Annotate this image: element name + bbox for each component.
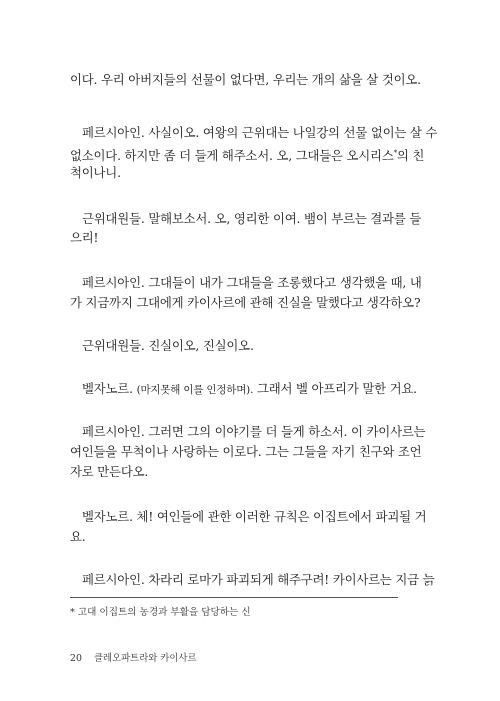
text-line: 근위대원들. 진실이오, 진실이오. <box>82 338 254 353</box>
page-number: 20 <box>70 653 82 664</box>
text-line: 요. <box>70 529 86 544</box>
text-span: 의 친 <box>396 148 425 163</box>
text-line <box>70 145 425 164</box>
text-line: 페르시아인. 사실이오. 여왕의 근위대는 나일강의 선물 없이는 살 수 <box>82 125 438 140</box>
text-line: 페르시아인. 차라리 로마가 파괴되게 해주구려! 카이사르는 지금 늙 <box>82 572 435 587</box>
text-line <box>82 381 417 398</box>
speaker-name: 벨자노르. <box>82 381 133 396</box>
text-line: 자로 만든다오. <box>70 464 149 479</box>
text-span: 없소이다. 하지만 좀 더 들게 해주소서. 오, 그대들은 오시리스 <box>70 148 394 163</box>
page-footer <box>70 653 197 665</box>
footnote: * 고대 이집트의 농경과 부활을 담당하는 신 <box>70 607 251 618</box>
stage-direction: (마지못해 이를 인정하며). <box>136 384 254 396</box>
text-line: 근위대원들. 말해보소서. 오, 영리한 이여. 뱀이 부르는 결과를 들 <box>82 211 422 226</box>
text-line: 가 지금까지 그대에게 카이사르에 관해 진실을 말했다고 생각하오? <box>70 295 421 310</box>
text-line: 벨자노르. 체! 여인들에 관한 이러한 규칙은 이집트에서 파괴될 거 <box>82 509 427 524</box>
text-line: 페르시아인. 그대들이 내가 그대들을 조롱했다고 생각했을 때, 내 <box>82 275 422 290</box>
text-line: 페르시아인. 그러면 그의 이야기를 더 들게 하소서. 이 카이사르는 <box>82 424 426 439</box>
running-title: 클레오파트라와 카이사르 <box>93 653 197 664</box>
text-line: 척이나니. <box>70 165 121 180</box>
text-span: 그래서 벨 아프리가 말한 거요. <box>256 381 417 396</box>
text-line: 여인들을 무척이나 사랑하는 이로다. 그는 그들을 자기 친구와 조언 <box>70 444 422 459</box>
text-line: 으리! <box>70 230 99 245</box>
footnote-divider <box>70 597 398 598</box>
text-line: 이다. 우리 아버지들의 선물이 없다면, 우리는 개의 삶을 살 것이오. <box>70 72 421 87</box>
footnote-marker: * <box>393 149 397 157</box>
